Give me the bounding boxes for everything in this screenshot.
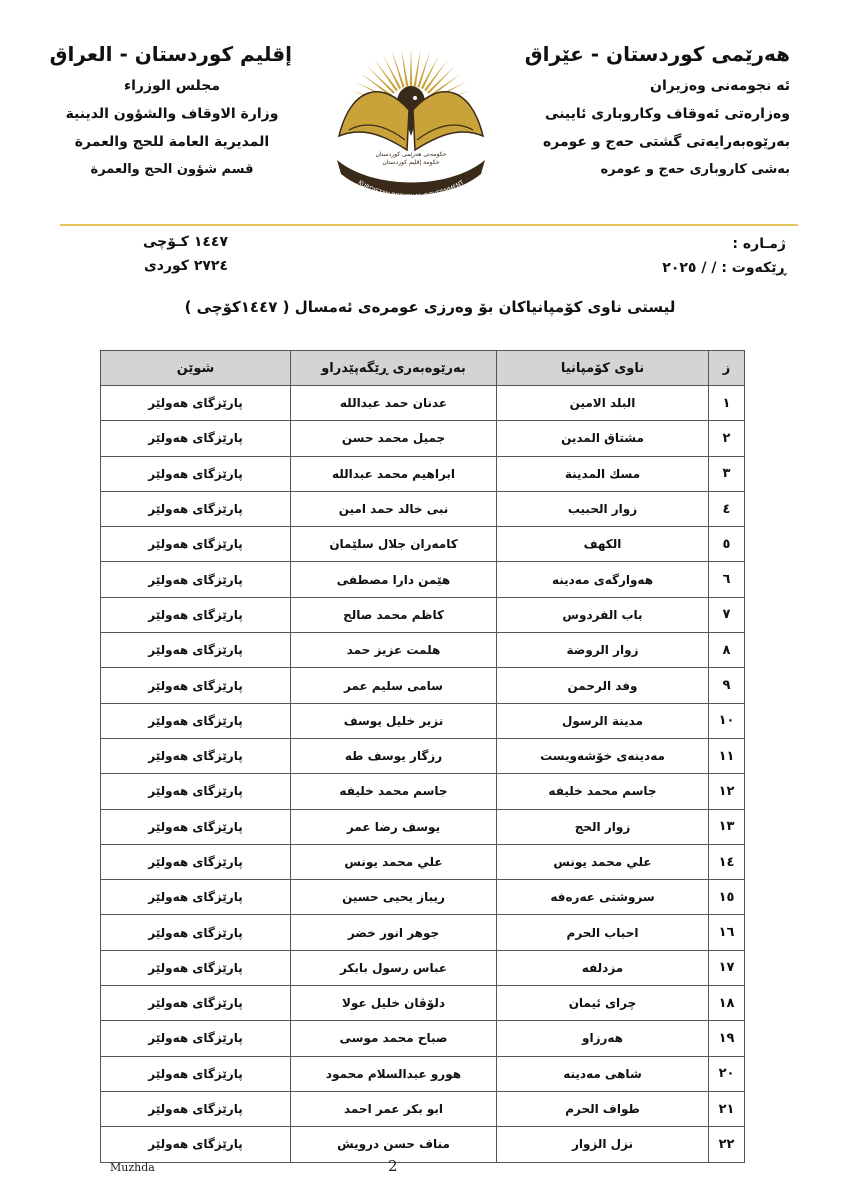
location: پارێزگای هەولێر <box>101 986 291 1021</box>
company-name: جاسم محمد خليفه <box>497 774 709 809</box>
number-label: ژمـاره : <box>732 236 786 252</box>
directorate-kurdish: بەرێوەبەرایەتی گشتی حەج و عومرە <box>543 134 790 150</box>
row-number: ١٢ <box>709 774 745 809</box>
location: پارێزگای هەولێر <box>101 1056 291 1091</box>
manager-name: سامى سليم عمر <box>291 668 497 703</box>
table-row <box>101 915 745 950</box>
emblem-english-text: KURDISTAN REGIONAL GOVERNMENT <box>356 179 466 200</box>
manager-name: هێمن دارا مصطفى <box>291 562 497 597</box>
table-row <box>101 1127 745 1162</box>
table-row <box>101 809 745 844</box>
company-name: زوار الروضة <box>497 633 709 668</box>
table-row <box>101 1056 745 1091</box>
calendar-block <box>118 234 228 282</box>
manager-name: يوسف رضا عمر <box>291 809 497 844</box>
location: پارێزگای هەولێر <box>101 880 291 915</box>
sun-ray <box>392 51 405 88</box>
company-name: مسك المدينة <box>497 456 709 491</box>
location: پارێزگای هەولێر <box>101 1021 291 1056</box>
manager-name: هلمت عزيز حمد <box>291 633 497 668</box>
manager-name: جاسم محمد خليفه <box>291 774 497 809</box>
company-name: مەدینەی خۆشەویست <box>497 738 709 773</box>
table-header-row <box>101 351 745 386</box>
council-kurdish: ئه نجومەنی وەزیران <box>650 78 790 94</box>
table-row <box>101 491 745 526</box>
row-number: ١٦ <box>709 915 745 950</box>
manager-name: جوهر انور خضر <box>291 915 497 950</box>
manager-name: نزير خليل يوسف <box>291 703 497 738</box>
company-name: زوار الحج <box>497 809 709 844</box>
manager-name: ابو بكر عمر احمد <box>291 1091 497 1126</box>
company-name: نزل الزوار <box>497 1127 709 1162</box>
table-row <box>101 562 745 597</box>
sun-ray <box>410 48 412 86</box>
table-body <box>101 386 745 1163</box>
row-number: ٥ <box>709 527 745 562</box>
section-arabic: قسم شؤون الحج والعمرة <box>90 162 254 177</box>
location: پارێزگای هەولێر <box>101 738 291 773</box>
header-number: ز <box>709 351 745 386</box>
emblem-kurdish-text: حکومەتی هەرێمی کوردستان <box>375 151 447 158</box>
emblem-arabic-text: حكومة إقليم كوردستان <box>382 159 440 166</box>
krg-emblem <box>323 40 499 200</box>
manager-name: جميل محمد حسن <box>291 421 497 456</box>
company-name: مشتاق المدين <box>497 421 709 456</box>
table-row <box>101 668 745 703</box>
table-row <box>101 421 745 456</box>
location: پارێزگای هەولێر <box>101 703 291 738</box>
location: پارێزگای هەولێر <box>101 597 291 632</box>
location: پارێزگای هەولێر <box>101 491 291 526</box>
manager-name: نبى خالد حمد امين <box>291 491 497 526</box>
ministry-kurdish: وەزارەتی ئەوقاف وکاروباری ئایینی <box>545 106 790 122</box>
table-row <box>101 844 745 879</box>
company-name: شاهی مەدینە <box>497 1056 709 1091</box>
companies-table <box>100 350 745 1163</box>
location: پارێزگای هەولێر <box>101 633 291 668</box>
row-number: ١٣ <box>709 809 745 844</box>
document-title: لیستی ناوی کۆمپانیاکان بۆ وەرزی عومرەی ئەمسال ( ١٤٤٧کۆچی ) <box>184 298 676 316</box>
location: پارێزگای هەولێر <box>101 1127 291 1162</box>
company-name: سروشتی عەرەفە <box>497 880 709 915</box>
row-number: ٢ <box>709 421 745 456</box>
manager-name: رزگار يوسف طه <box>291 738 497 773</box>
company-name: زوار الحبيب <box>497 491 709 526</box>
company-name: باب الفردوس <box>497 597 709 632</box>
manager-name: هورو عبدالسلام محمود <box>291 1056 497 1091</box>
row-number: ٢١ <box>709 1091 745 1126</box>
page-number: 2 <box>388 1157 398 1175</box>
row-number: ١٤ <box>709 844 745 879</box>
location: پارێزگای هەولێر <box>101 809 291 844</box>
row-number: ٣ <box>709 456 745 491</box>
manager-name: عدنان حمد عبدالله <box>291 386 497 421</box>
manager-name: ريباز يحيى حسين <box>291 880 497 915</box>
reference-block <box>526 236 786 284</box>
row-number: ١١ <box>709 738 745 773</box>
table-row <box>101 774 745 809</box>
company-name: وفد الرحمن <box>497 668 709 703</box>
ministry-arabic: وزارة الاوقاف والشؤون الدينية <box>65 106 279 122</box>
company-name: هەرزاو <box>497 1021 709 1056</box>
row-number: ٤ <box>709 491 745 526</box>
manager-name: مناف حسن درويش <box>291 1127 497 1162</box>
row-number: ٢٢ <box>709 1127 745 1162</box>
company-name: طواف الحرم <box>497 1091 709 1126</box>
location: پارێزگای هەولێر <box>101 915 291 950</box>
table-row <box>101 1091 745 1126</box>
row-number: ١٥ <box>709 880 745 915</box>
table-row <box>101 986 745 1021</box>
row-number: ٨ <box>709 633 745 668</box>
manager-name: صباح محمد موسى <box>291 1021 497 1056</box>
company-name: احباب الحرم <box>497 915 709 950</box>
header-company: ناوی کۆمپانیا <box>497 351 709 386</box>
row-number: ١٨ <box>709 986 745 1021</box>
eagle-emblem-icon <box>323 40 499 200</box>
manager-name: عباس رسول بابكر <box>291 950 497 985</box>
table-row <box>101 950 745 985</box>
section-kurdish: بەشی کاروباری حەج و عومرە <box>600 162 790 177</box>
region-title-kurdish: هەرێمی کوردستان - عێراق <box>524 42 790 66</box>
kurdish-year: ٢٧٢٤ كوردى <box>143 258 228 274</box>
table-row <box>101 386 745 421</box>
row-number: ٦ <box>709 562 745 597</box>
company-name: هەوارگەی مەدینە <box>497 562 709 597</box>
table-row <box>101 1021 745 1056</box>
location: پارێزگای هەولێر <box>101 386 291 421</box>
manager-name: كاظم محمد صالح <box>291 597 497 632</box>
table-row <box>101 738 745 773</box>
company-name: مدينة الرسول <box>497 703 709 738</box>
table-row <box>101 456 745 491</box>
table-row <box>101 633 745 668</box>
company-name: الكهف <box>497 527 709 562</box>
directorate-arabic: المديرية العامة للحج والعمرة <box>74 134 270 150</box>
row-number: ٩ <box>709 668 745 703</box>
manager-name: ابراهيم محمد عبدالله <box>291 456 497 491</box>
company-name: البلد الامين <box>497 386 709 421</box>
header-arabic <box>49 42 292 189</box>
manager-name: علي محمد يونس <box>291 844 497 879</box>
manager-name: دلۆڤان خليل عولا <box>291 986 497 1021</box>
company-name: چرای ئیمان <box>497 986 709 1021</box>
header-manager: بەرێوەبەری ڕێگەپێدراو <box>291 351 497 386</box>
location: پارێزگای هەولێر <box>101 950 291 985</box>
company-name: مزدلفه <box>497 950 709 985</box>
row-number: ٢٠ <box>709 1056 745 1091</box>
date-label: ڕێکەوت : / / ٢٠٢٥ <box>662 260 786 276</box>
header-divider <box>60 224 798 226</box>
row-number: ١٩ <box>709 1021 745 1056</box>
table-row <box>101 597 745 632</box>
location: پارێزگای هەولێر <box>101 562 291 597</box>
row-number: ٧ <box>709 597 745 632</box>
location: پارێزگای هەولێر <box>101 844 291 879</box>
table-row <box>101 880 745 915</box>
row-number: ١٧ <box>709 950 745 985</box>
location: پارێزگای هەولێر <box>101 527 291 562</box>
location: پارێزگای هەولێر <box>101 421 291 456</box>
header-kurdish <box>490 42 790 189</box>
location: پارێزگای هەولێر <box>101 1091 291 1126</box>
sun-ray <box>417 51 430 88</box>
footer-author: Muzhda <box>110 1161 155 1174</box>
council-arabic: مجلس الوزراء <box>123 78 221 94</box>
row-number: ١ <box>709 386 745 421</box>
company-name: علي محمد يونس <box>497 844 709 879</box>
location: پارێزگای هەولێر <box>101 456 291 491</box>
table-row <box>101 703 745 738</box>
manager-name: کامەران جلال سلێمان <box>291 527 497 562</box>
table-row <box>101 527 745 562</box>
hijri-year: ١٤٤٧ کـۆچى <box>142 234 228 250</box>
header-location: شوێن <box>101 351 291 386</box>
location: پارێزگای هەولێر <box>101 668 291 703</box>
location: پارێزگای هەولێر <box>101 774 291 809</box>
region-title-arabic: إقليم كوردستان - العراق <box>49 42 292 66</box>
row-number: ١٠ <box>709 703 745 738</box>
